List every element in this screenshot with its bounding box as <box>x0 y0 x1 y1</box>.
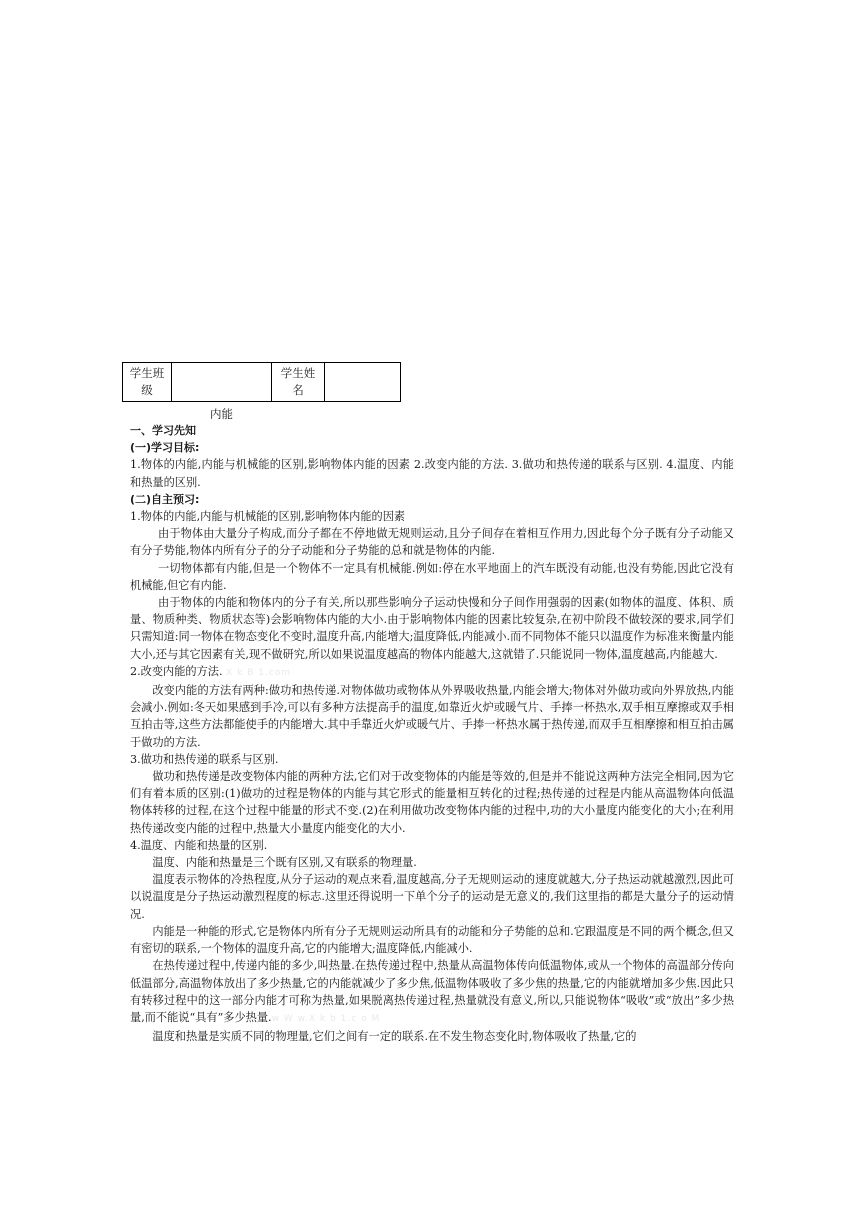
name-label: 学生姓名 <box>272 363 325 402</box>
paragraph: 内能是一种能的形式,它是物体内所有分子无规则运动所具有的动能和分子势能的总和.它跟温度是不同的两个概念,但又有密切的联系,一个物体的温度升高,它的内能增大;温度降低,内能减小. <box>130 924 734 956</box>
document-body <box>130 362 734 1045</box>
class-field[interactable] <box>172 363 272 402</box>
paragraph: 温度表示物体的冷热程度,从分子运动的观点来看,温度越高,分子无规则运动的速度就越大,分子热运动就越激烈,因此可以说温度是分子热运动激烈程度的标志.这里还得说明一下单个分子的运动是无意义的,我们这里指的都是大量分子的运动情况. <box>130 873 734 921</box>
topic-heading-2-text: 2.改变内能的方法. <box>130 664 223 678</box>
paragraph: 做功和热传递是改变物体内能的两种方法,它们对于改变物体的内能是等效的,但是并不能说这两种方法完全相同,因为它们有着本质的区别:(1)做功的过程是物体的内能与其它形式的能量相互转化的过程;热传递的过程是内能从高温物体向低温物体转移的过程,在这个过程中能量的形式不变.(2)在利用做功改变物体内能的过程中,功的大小量度内能变化的大小;在利用热传递改变内能的过程中,热量大小量度内能变化的大小. <box>130 770 734 835</box>
goals-text: 1.物体的内能,内能与机械能的区别,影响物体内能的因素 2.改变内能的方法. 3.做功和热传递的联系与区别. 4.温度、内能和热量的区别. <box>130 458 734 489</box>
topic-heading-3: 3.做功和热传递的联系与区别. <box>130 752 279 766</box>
watermark: X k B 1.com <box>226 667 292 678</box>
topic-heading-4: 4.温度、内能和热量的区别. <box>130 838 268 852</box>
paragraph: 由于物体由大量分子构成,而分子都在不停地做无规则运动,且分子间存在着相互作用力,因此每个分子既有分子动能又有分子势能,物体内所有分子的分子动能和分子势能的总和就是物体的内能. <box>130 527 734 558</box>
name-field[interactable] <box>325 363 401 402</box>
subheading-goals: (一)学习目标: <box>130 441 200 455</box>
watermark: w W w.X k b 1.c o M <box>271 1013 381 1024</box>
paragraph: 温度、内能和热量是三个既有区别,又有联系的物理量. <box>152 856 417 870</box>
paragraph: 一切物体都有内能,但是一个物体不一定具有机械能.例如:停在水平地面上的汽车既没有动能,也没有势能,因此它没有机械能,但它有内能. <box>130 561 734 592</box>
topic-heading-2 <box>130 663 734 682</box>
section-heading: 一、学习先知 <box>130 424 196 437</box>
paragraph: 由于物体的内能和物体内的分子有关,所以那些影响分子运动快慢和分子间作用强弱的因素(如物体的温度、体积、质量、物质种类、物质状态等)会影响物体内能的大小.由于影响物体内能的因素比较复杂,在初中阶段不做较深的要求,同学们只需知道:同一物体在物态变化不变时,温度升高,内能增大;温度降低,内能减小.而不同物体不能只以温度作为标准来衡量内能大小,还与其它因素有关,现不做研究,所以如果说温度越高的物体内能越大,这就错了.只能说同一物体,温度越高,内能越大. <box>130 596 734 661</box>
subheading-preview: (二)自主预习: <box>130 492 200 506</box>
paragraph <box>130 957 734 1028</box>
paragraph: 改变内能的方法有两种:做功和热传递.对物体做功或物体从外界吸收热量,内能会增大;物体对外做功或向外界放热,内能会减小.例如:冬天如果感到手冷,可以有多种方法提高手的温度,如靠近火炉或暖气片、手捧一杯热水,双手相互摩擦或双手相互拍击等,这些方法都能使手的内能增大.其中手靠近火炉或暖气片、手捧一杯热水属于热传递,而双手互相摩擦和相互拍击属于做功的方法. <box>130 684 734 749</box>
topic-heading-1: 1.物体的内能,内能与机械能的区别,影响物体内能的因素 <box>130 510 406 524</box>
class-label: 学生班级 <box>123 363 172 402</box>
paragraph-text: 在热传递过程中,传递内能的多少,叫热量.在热传递过程中,热量从高温物体传向低温物体,或从一个物体的高温部分传向低温部分,高温物体放出了多少热量,它的内能就减少了多少焦,低温物体吸收了多少焦的热量,它的内能就增加多少焦.因此只有转移过程中的这一部分内能才可称为热量,如果脱离热传递过程,热量就没有意义,所以,只能说物体“吸收”或“放出”多少热量,而不能说“具有”多少热量. <box>130 959 734 1024</box>
student-info-table <box>122 362 401 402</box>
document-title: 内能 <box>210 407 233 421</box>
paragraph: 温度和热量是实质不同的物理量,它们之间有一定的联系.在不发生物态变化时,物体吸收了热量,它的 <box>152 1030 637 1044</box>
